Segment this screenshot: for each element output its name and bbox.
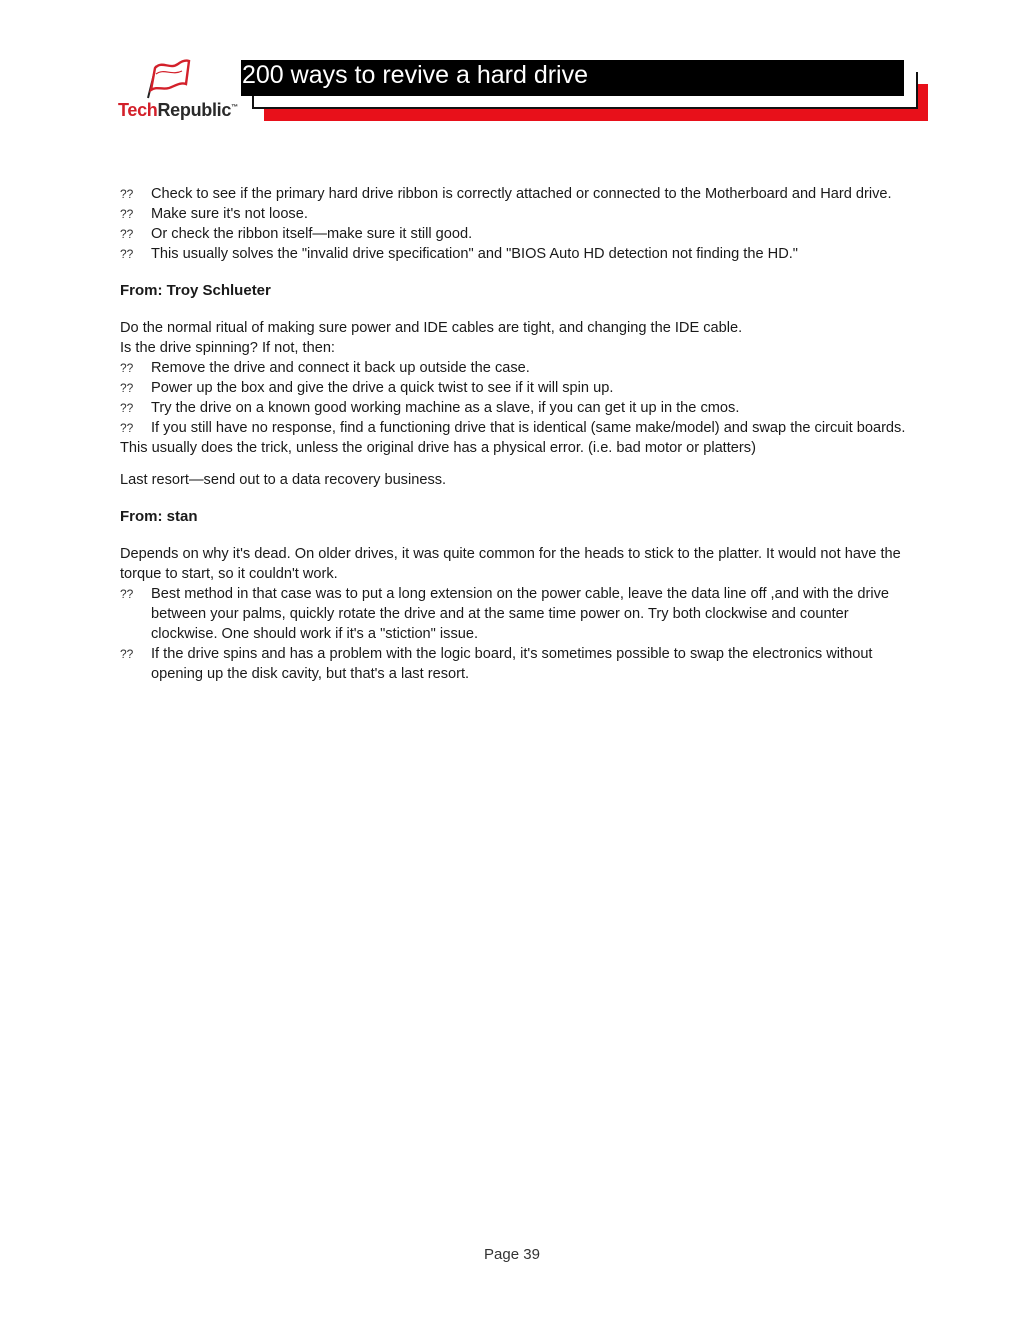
bullet-mark: ?? [120,381,134,395]
logo-republic: Republic [157,100,232,120]
list-item [120,244,910,264]
bullet-mark: ?? [120,207,134,221]
list-item-text: Make sure it's not loose. [151,206,308,222]
bullet-mark: ?? [120,647,134,661]
list-item-text: Remove the drive and connect it back up outside the case. [151,360,530,376]
list-item [120,584,910,644]
bullet-mark: ?? [120,187,134,201]
bullet-mark: ?? [120,247,134,261]
list-item-text: Or check the ribbon itself—make sure it still good. [151,226,473,242]
techrepublic-logo [116,56,236,126]
paragraph: Last resort—send out to a data recovery business. [120,472,447,488]
document-body [120,184,910,684]
site-url[interactable]: www.techrepublic.com [667,127,874,148]
list-item [120,184,910,204]
list-item [120,398,910,418]
flag-icon [142,56,194,102]
logo-tech: Tech [118,100,158,120]
list-item-text: Best method in that case was to put a long extension on the power cable, leave the data line off ,and with the drive between your palms, quickly rotate the drive and at the same time power on. Try both clockwise and counter clockwise. One should work if it's a "stiction" issue. [151,586,889,642]
paragraph: Do the normal ritual of making sure power and IDE cables are tight, and changing the IDE cable. [120,320,743,336]
bullet-mark: ?? [120,421,134,435]
list-item-text: Try the drive on a known good working machine as a slave, if you can get it up in the cmos. [151,400,740,416]
section-heading-troy: From: Troy Schlueter [120,282,271,299]
section-heading-stan: From: stan [120,508,198,525]
logo-trademark: ™ [231,104,238,111]
paragraph: Is the drive spinning? If not, then: [120,340,335,356]
list-item-text: This usually solves the "invalid drive specification" and "BIOS Auto HD detection not finding the HD." [151,246,798,262]
list-item [120,378,910,398]
document-title: 200 ways to revive a hard drive [242,61,589,89]
list-item [120,418,910,438]
list-item-text: If you still have no response, find a functioning drive that is identical (same make/model) and swap the circuit boards. [151,420,906,436]
page-header [0,0,1024,148]
list-item [120,224,910,244]
list-item-text: Check to see if the primary hard drive ribbon is correctly attached or connected to the Motherboard and Hard drive. [151,186,892,202]
bullet-mark: ?? [120,227,134,241]
logo-wordmark [118,100,238,121]
page-number: Page 39 [484,1246,540,1263]
list-item [120,358,910,378]
paragraph: This usually does the trick, unless the original drive has a physical error. (i.e. bad motor or platters) [120,440,756,456]
list-item [120,644,910,684]
paragraph: Depends on why it's dead. On older drives, it was quite common for the heads to stick to the platter. It would not have the torque to start, so it couldn't work. [120,546,901,582]
list-item-text: Power up the box and give the drive a quick twist to see if it will spin up. [151,380,614,396]
bullet-mark: ?? [120,587,134,601]
bullet-mark: ?? [120,401,134,415]
list-item [120,204,910,224]
list-item-text: If the drive spins and has a problem with the logic board, it's sometimes possible to swap the electronics without opening up the disk cavity, but that's a last resort. [151,646,873,682]
bullet-mark: ?? [120,361,134,375]
